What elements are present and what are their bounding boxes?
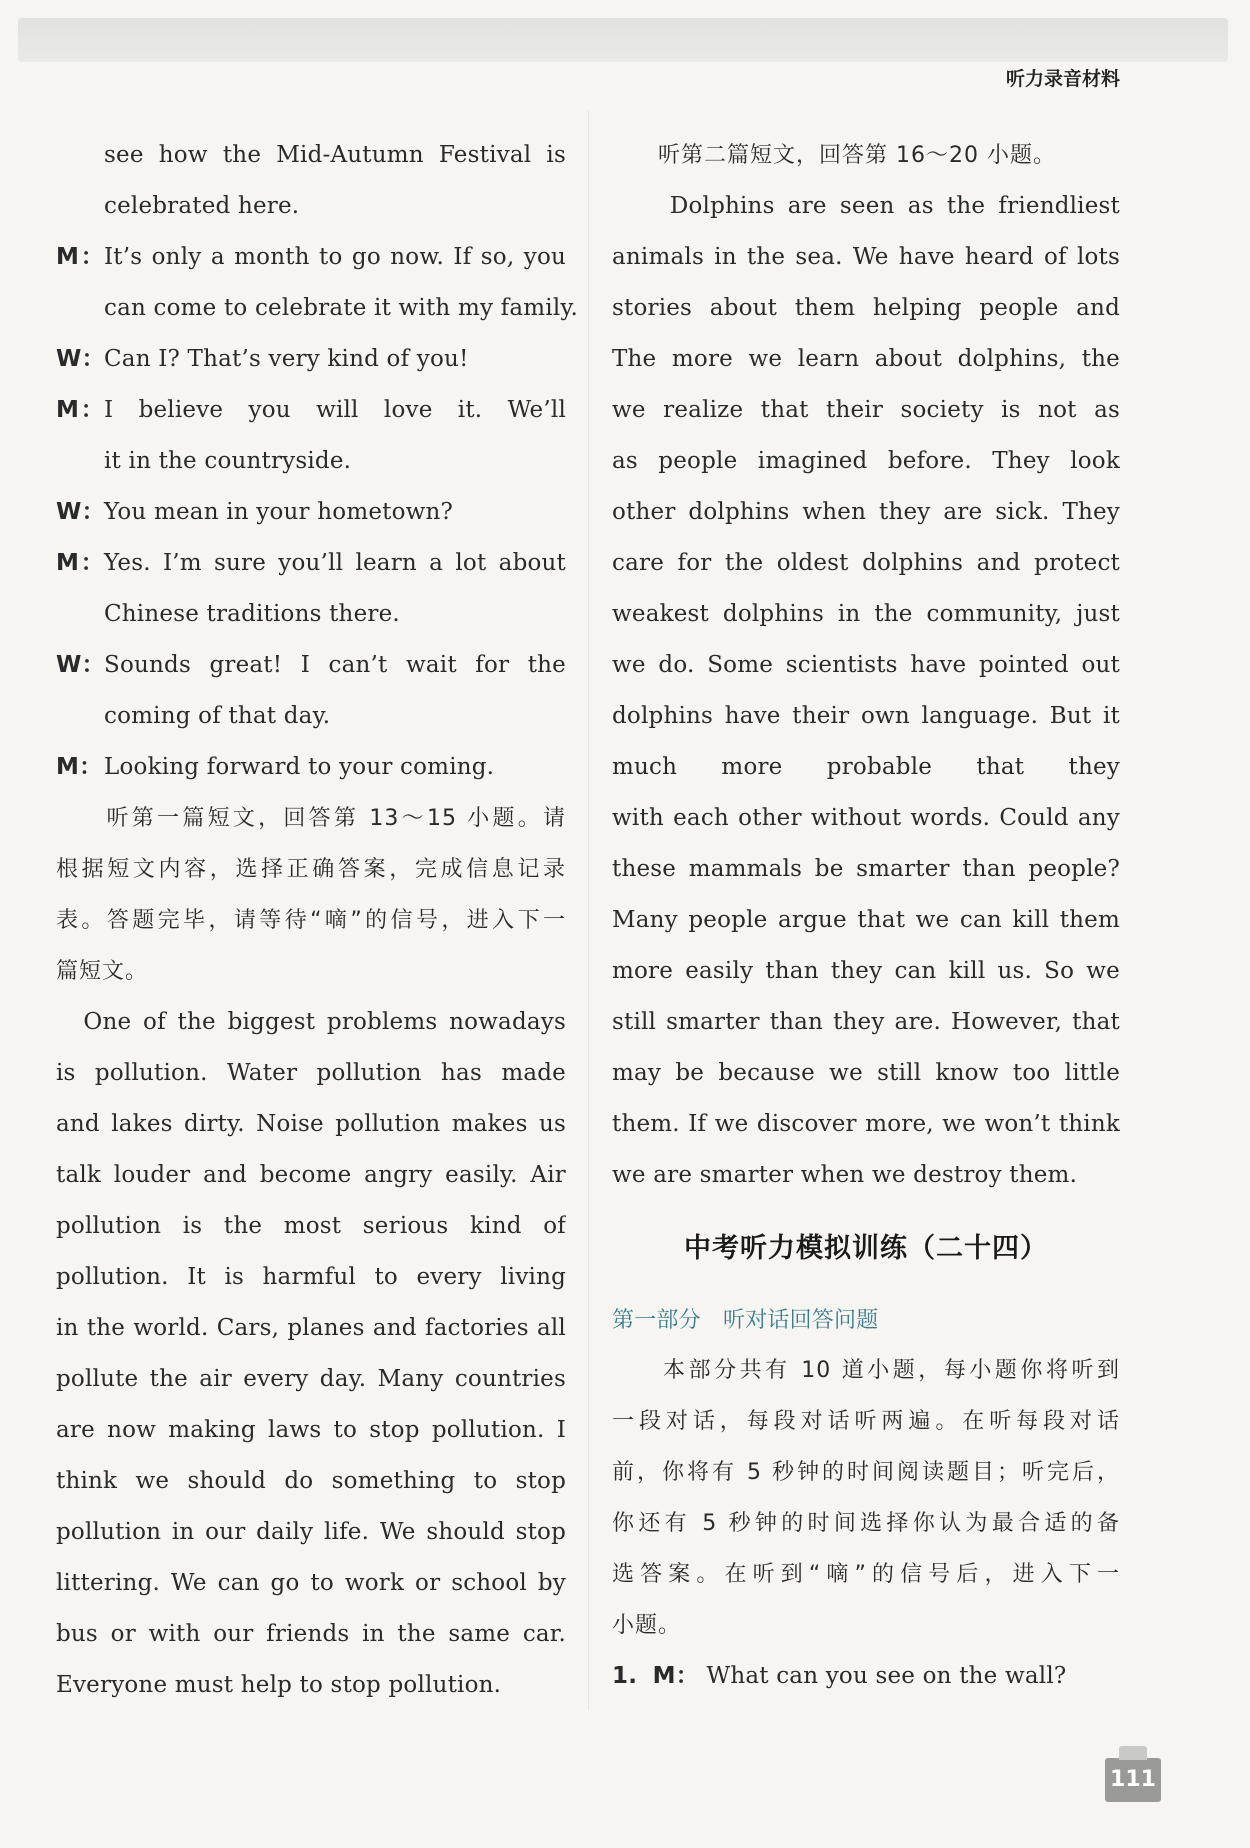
passage-line: Many people argue that we can kill them <box>612 907 1120 933</box>
dialogue-line <box>56 181 566 232</box>
passage-line: pollution. It is harmful to every living <box>56 1264 566 1290</box>
part-instruction-line: 小题。 <box>612 1613 682 1638</box>
passage-line: and lakes dirty. Noise pollution makes us <box>56 1111 566 1137</box>
instruction-block <box>56 793 566 997</box>
speaker-label: W： <box>56 652 105 678</box>
passage-line: One of the biggest problems nowadays <box>56 1009 566 1035</box>
dialogue-line <box>56 385 566 436</box>
dialogue-text: Sounds great! I can’t wait for the <box>104 652 566 678</box>
passage-line: The more we learn about dolphins, the <box>612 346 1120 372</box>
passage-line: pollution in our daily life. We should stop <box>56 1519 566 1545</box>
part-instruction-line: 前，你将有 5 秒钟的时间阅读题目；听完后， <box>612 1460 1120 1485</box>
passage-line: we do. Some scientists have pointed out <box>612 652 1120 678</box>
passage-line: as people imagined before. They look <box>612 448 1120 474</box>
dialogue-text: Yes. I’m sure you’ll learn a lot about <box>104 550 566 576</box>
part-instruction-line: 选答案。在听到“嘀”的信号后，进入下一 <box>612 1562 1120 1587</box>
question-number: 1. <box>612 1663 638 1689</box>
passage-line: Dolphins are seen as the friendliest <box>612 193 1120 219</box>
speaker-label: M： <box>56 550 104 576</box>
part-title: 第一部分 听对话回答问题 <box>612 1308 879 1333</box>
instruction-line: 表。答题完毕，请等待“嘀”的信号，进入下一 <box>56 908 566 933</box>
dialogue-text: It’s only a month to go now. If so, you <box>104 244 566 270</box>
passage-line: think we should do something to stop <box>56 1468 566 1494</box>
speaker-label: M： <box>56 754 103 780</box>
instruction-line: 根据短文内容，选择正确答案，完成信息记录 <box>56 857 566 882</box>
dialogue-block <box>56 130 579 793</box>
speaker-label: W： <box>56 346 105 372</box>
dialogue-text: it in the countryside. <box>104 448 352 474</box>
right-column <box>612 130 1120 1702</box>
passage-line: talk louder and become angry easily. Air <box>56 1162 566 1188</box>
instruction-line: 听第一篇短文，回答第 13～15 小题。请 <box>56 806 566 831</box>
dialogue-text: Looking forward to your coming. <box>104 754 495 780</box>
dialogue-text: coming of that day. <box>104 703 331 729</box>
passage-line: Everyone must help to stop pollution. <box>56 1672 502 1698</box>
passage-line: weakest dolphins in the community, just <box>612 601 1120 627</box>
second-passage-instruction: 听第二篇短文，回答第 16～20 小题。 <box>612 143 1056 168</box>
passage-line: care for the oldest dolphins and protect <box>612 550 1120 576</box>
dialogue-text: can come to celebrate it with my family. <box>104 295 579 321</box>
passage-line: bus or with our friends in the same car. <box>56 1621 566 1647</box>
passage-line: more easily than they can kill us. So we <box>612 958 1120 984</box>
speaker-label: W： <box>56 499 105 525</box>
dialogue-line <box>56 334 566 385</box>
dialogue-line <box>56 538 566 589</box>
dialogue-line <box>56 691 566 742</box>
passage-line: we are smarter when we destroy them. <box>612 1162 1078 1188</box>
question-speaker: M： <box>652 1663 699 1689</box>
dialogue-text: celebrated here. <box>104 193 300 219</box>
passage-line: stories about them helping people and <box>612 295 1120 321</box>
passage-line: pollute the air every day. Many countries <box>56 1366 566 1392</box>
part-instruction <box>612 1345 1120 1651</box>
dialogue-line <box>56 130 566 181</box>
dialogue-text: Chinese traditions there. <box>104 601 400 627</box>
passage-line: still smarter than they are. However, that <box>612 1009 1120 1035</box>
passage-line: with each other without words. Could any <box>612 805 1120 831</box>
instruction-line: 篇短文。 <box>56 959 149 984</box>
section-title: 中考听力模拟训练（二十四） <box>684 1233 1048 1264</box>
passage-line: pollution is the most serious kind of <box>56 1213 566 1239</box>
passage-line: we realize that their society is not as <box>612 397 1120 423</box>
page-number: 111 <box>1105 1758 1161 1802</box>
dialogue-text: Can I? That’s very kind of you! <box>104 346 469 372</box>
passage-line: in the world. Cars, planes and factories all <box>56 1315 566 1341</box>
passage-line: these mammals be smarter than people? <box>612 856 1120 882</box>
dolphin-passage <box>612 181 1120 1201</box>
passage-line: is pollution. Water pollution has made <box>56 1060 566 1086</box>
speaker-label: M： <box>56 397 104 423</box>
dialogue-text: I believe you will love it. We’ll <box>104 397 566 423</box>
passage-line: other dolphins when they are sick. They <box>612 499 1120 525</box>
dialogue-line <box>56 232 566 283</box>
dialogue-line <box>56 589 566 640</box>
left-column <box>56 130 579 1711</box>
passage-line: much more probable that they <box>612 754 1120 780</box>
pollution-passage <box>56 997 566 1711</box>
passage-line: littering. We can go to work or school by <box>56 1570 566 1596</box>
part-instruction-line: 你还有 5 秒钟的时间选择你认为最合适的备 <box>612 1511 1120 1536</box>
header-label: 听力录音材料 <box>1005 68 1120 90</box>
speaker-label: M： <box>56 244 104 270</box>
question-1 <box>612 1651 1120 1702</box>
part-instruction-line: 一段对话，每段对话听两遍。在听每段对话 <box>612 1409 1120 1434</box>
header-bar <box>18 18 1228 62</box>
column-divider <box>588 110 589 1710</box>
dialogue-text: You mean in your hometown? <box>104 499 454 525</box>
passage-line: them. If we discover more, we won’t think <box>612 1111 1120 1137</box>
question-text: What can you see on the wall? <box>706 1663 1067 1689</box>
dialogue-text: see how the Mid-Autumn Festival is <box>104 142 566 168</box>
passage-line: animals in the sea. We have heard of lots <box>612 244 1120 270</box>
dialogue-line <box>56 436 566 487</box>
part-instruction-line: 本部分共有 10 道小题，每小题你将听到 <box>612 1358 1120 1383</box>
passage-line: dolphins have their own language. But it <box>612 703 1120 729</box>
dialogue-line <box>56 283 579 334</box>
passage-line: may be because we still know too little <box>612 1060 1120 1086</box>
dialogue-line <box>56 487 566 538</box>
dialogue-line <box>56 742 566 793</box>
dialogue-line <box>56 640 566 691</box>
passage-line: are now making laws to stop pollution. I <box>56 1417 566 1443</box>
